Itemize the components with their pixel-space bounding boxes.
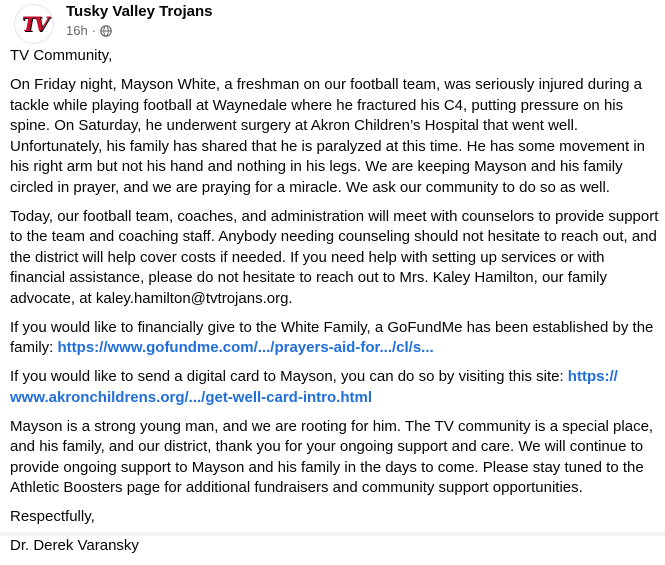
- post-body: [10, 46, 662, 565]
- post-meta: [66, 23, 112, 38]
- post-paragraph-3: [10, 318, 662, 359]
- team-logo: TV: [21, 12, 47, 36]
- post-header: [10, 0, 665, 44]
- post-bottom-edge: [0, 532, 665, 536]
- gofundme-link[interactable]: https://www.gofundme.com/.../prayers-aid-for.../cl/s...: [57, 339, 434, 356]
- post-signature: Dr. Derek Varansky: [10, 537, 139, 554]
- post-greeting: TV Community,: [10, 47, 113, 64]
- paragraph-3-text: If you would like to financially give to the White Family, a GoFundMe has been established by the family:: [10, 318, 654, 356]
- paragraph-4-text: If you would like to send a digital card to Mayson, you can do so by visiting this site:: [10, 368, 568, 385]
- post-paragraph-2: Today, our football team, coaches, and administration will meet with counselors to provide support to the team and coaching staff. Anybody needing counseling should not hesitate to reach out, and the district will help cover costs if needed. If you need help with setting up services or with financial assistance, please do not hesitate to reach out to Mrs. Kaley Hamilton, our family advocate, at kaley.hamilton@tvtrojans.org.: [10, 207, 659, 307]
- post-paragraph-5: Mayson is a strong young man, and we are rooting for him. The TV community is a special place, and his family, and our district, thank you for your ongoing support and care. We will continue to provide ongoing support to Mayson and his family in the days to come. Please stay tuned to the Athletic Boosters page for additional fundraisers and community support opportunities.: [10, 417, 654, 496]
- post-paragraph-1: On Friday night, Mayson White, a freshman on our football team, was seriously injured during a tackle while playing football at Waynedale where he fractured his C4, putting pressure on his spine. On Saturday, he underwent surgery at Akron Children’s Hospital that went well. Unfortunately, his family has shared that he is paralyzed at this time. He has some movement in his right arm but not his hand and nothing in his legs. We are keeping Mayson and his family circled in prayer, and we are praying for a miracle. We ask our community to do so as well.: [10, 76, 646, 196]
- page-avatar[interactable]: [14, 4, 54, 44]
- page-name-link[interactable]: Tusky Valley Trojans: [66, 3, 213, 20]
- post-closing: Respectfully,: [10, 508, 95, 525]
- globe-icon[interactable]: [100, 25, 112, 37]
- post-timestamp[interactable]: 16h: [66, 23, 88, 38]
- meta-separator: ·: [91, 23, 97, 38]
- post-paragraph-4: [10, 367, 662, 408]
- get-well-card-link[interactable]: https:// www.akronchildrens.org/.../get-well-card-intro.html: [10, 368, 618, 406]
